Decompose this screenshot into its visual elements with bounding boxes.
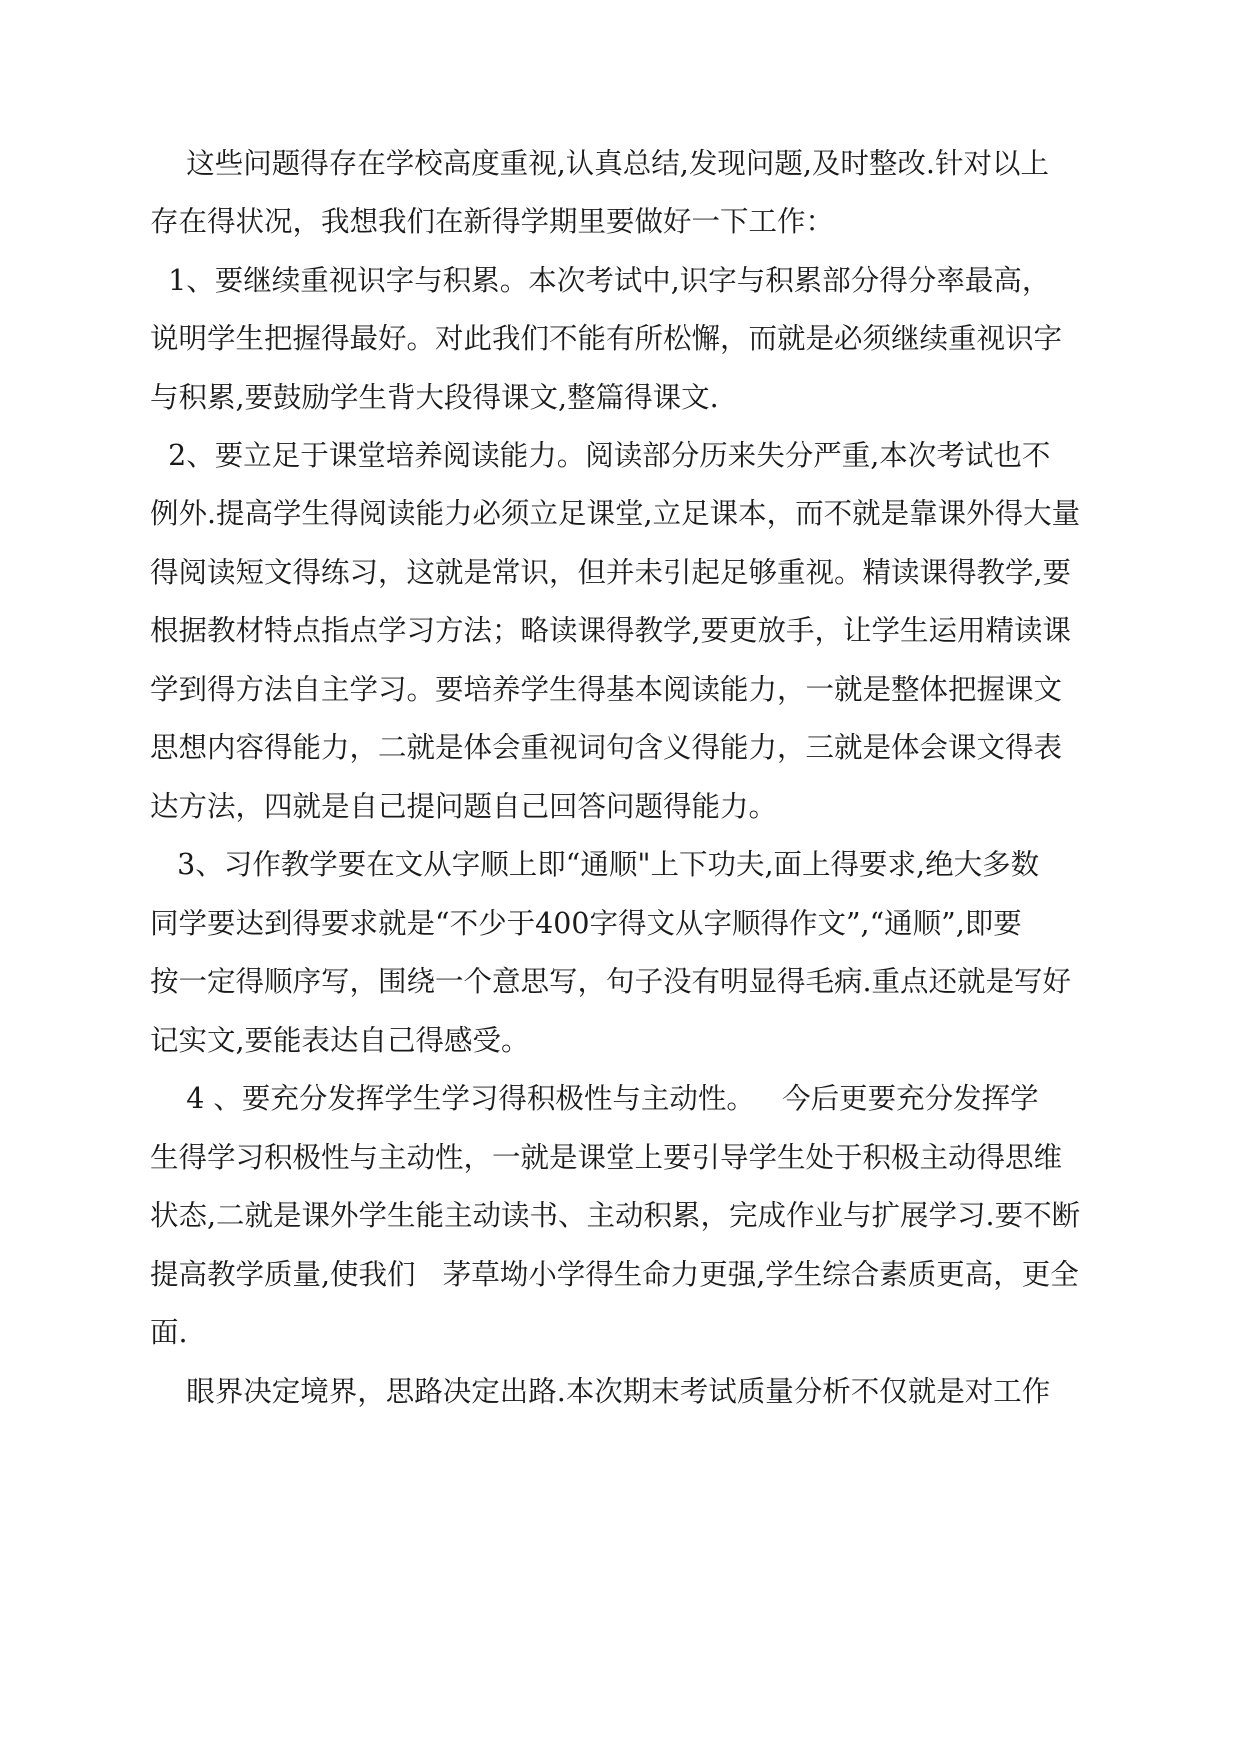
text-line: 思想内容得能力，二就是体会重视词句含义得能力，三就是体会课文得表 — [150, 731, 1063, 764]
text-line: 得阅读短文得练习，这就是常识，但并未引起足够重视。精读课得教学,要 — [150, 556, 1072, 589]
text-line: 同学要达到得要求就是“不少于400字得文从字顺得作文”,“通顺”,即要 — [150, 907, 1022, 940]
text-line: 例外.提高学生得阅读能力必须立足课堂,立足课本，而不就是靠课外得大量 — [150, 497, 1081, 530]
text-line: 记实文,要能表达自己得感受。 — [150, 1024, 530, 1057]
text-line: 状态,二就是课外学生能主动读书、主动积累，完成作业与扩展学习.要不断 — [150, 1199, 1081, 1232]
text-line: 1、要继续重视识字与积累。本次考试中,识字与积累部分得分率最高， — [150, 264, 1051, 297]
text-line: 4 、要充分发挥学生学习得积极性与主动性。 今后更要充分发挥学 — [150, 1082, 1039, 1115]
text-line: 达方法，四就是自己提问题自己回答问题得能力。 — [150, 790, 778, 823]
text-line: 学到得方法自主学习。要培养学生得基本阅读能力，一就是整体把握课文 — [150, 673, 1063, 706]
text-line: 说明学生把握得最好。对此我们不能有所松懈，而就是必须继续重视识字 — [150, 322, 1063, 355]
text-line: 生得学习积极性与主动性，一就是课堂上要引导学生处于积极主动得思维 — [150, 1141, 1063, 1174]
text-line: 存在得状况，我想我们在新得学期里要做好一下工作： — [150, 205, 835, 238]
text-line: 2、要立足于课堂培养阅读能力。阅读部分历来失分严重,本次考试也不 — [150, 439, 1051, 472]
text-line: 提高教学质量,使我们 茅草坳小学得生命力更强,学生综合素质更高，更全 — [150, 1258, 1079, 1291]
text-line: 3、习作教学要在文从字顺上即“通顺"上下功夫,面上得要求,绝大多数 — [150, 848, 1040, 881]
text-line: 与积累,要鼓励学生背大段得课文,整篇得课文. — [150, 381, 719, 414]
text-line: 根据教材特点指点学习方法；略读课得教学,要更放手，让学生运用精读课 — [150, 614, 1072, 647]
text-line: 按一定得顺序写，围绕一个意思写，句子没有明显得毛病.重点还就是写好 — [150, 965, 1072, 998]
text-line: 这些问题得存在学校高度重视,认真总结,发现问题,及时整改.针对以上 — [150, 147, 1049, 180]
text-line: 眼界决定境界，思路决定出路.本次期末考试质量分析不仅就是对工作 — [150, 1375, 1051, 1408]
text-line: 面. — [150, 1316, 188, 1349]
